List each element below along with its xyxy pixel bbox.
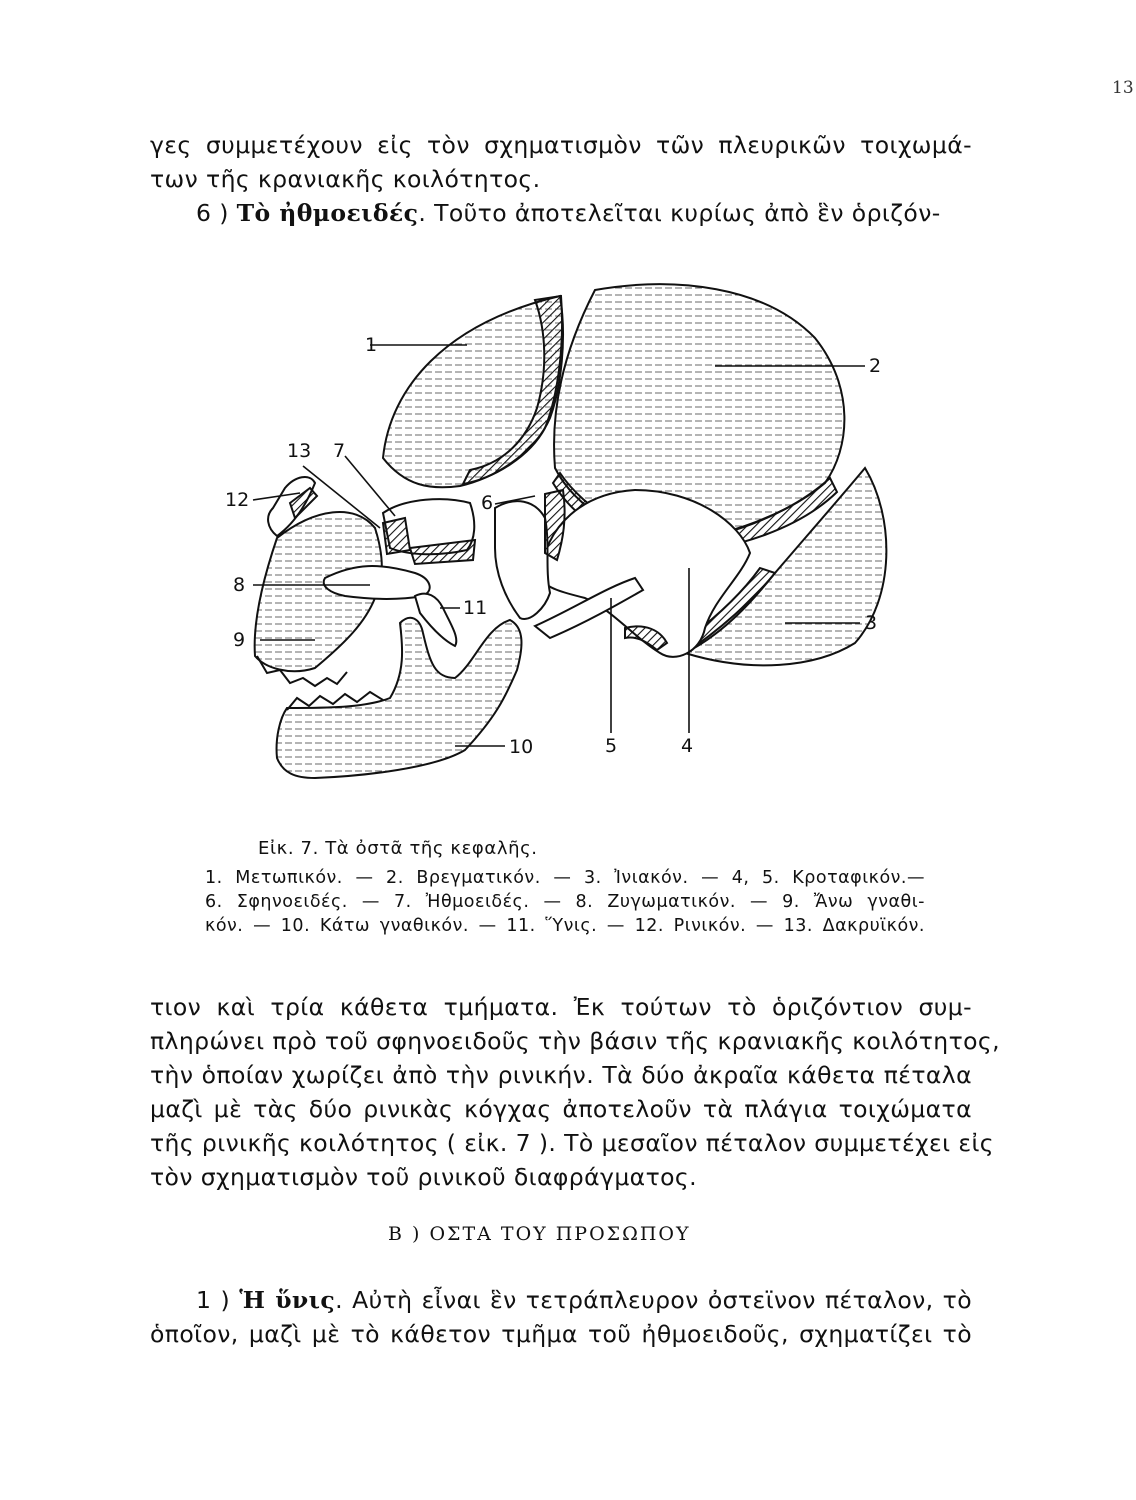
body-line-6: τὸν σχηματισμὸν τοῦ ρινικοῦ διαφράγματος.: [150, 1163, 697, 1191]
figure-label-1: 1: [365, 334, 378, 356]
figure-label-2: 2: [869, 355, 882, 377]
figure-label-7: 7: [333, 440, 346, 462]
body-line-3: τὴν ὁποίαν χωρίζει ἀπὸ τὴν ρινικήν. Τὰ δύο ἀκραῖα κάθετα πέταλα: [150, 1061, 972, 1089]
body-line-4: μαζὶ μὲ τὰς δύο ρινικὰς κόγχας ἀποτελοῦν τὰ πλάγια τοιχώματα: [150, 1095, 972, 1123]
figure-label-4: 4: [681, 735, 694, 757]
top-line-3-rest: . Τοῦτο ἀποτελεῖται κυρίως ἀπὸ ἓν ὁριζόν-: [418, 199, 941, 227]
bottom-line-1: [150, 1283, 972, 1317]
term-ethmoid: Τὸ ἠθμοειδές: [236, 199, 419, 227]
top-line-2: των τῆς κρανιακῆς κοιλότητος.: [150, 165, 541, 193]
figure-caption-title: Εἰκ. 7. Τὰ ὀστᾶ τῆς κεφαλῆς.: [258, 838, 538, 859]
body-paragraph: [150, 990, 1000, 1194]
top-paragraph: [150, 128, 972, 230]
figure-label-3: 3: [865, 612, 878, 634]
body-line-1: τιον καὶ τρία κάθετα τμήματα. Ἐκ τούτων τὸ ὁριζόντιον συμ-: [150, 993, 972, 1021]
figure-label-10: 10: [509, 736, 534, 758]
zygomatic-bone: [324, 566, 430, 599]
skull-illustration: [205, 278, 905, 818]
top-line-3: [150, 196, 972, 230]
body-line-5: τῆς ρινικῆς κοιλότητος ( εἰκ. 7 ). Τὸ μεσαῖον πέταλον συμμετέχει εἰς: [150, 1129, 994, 1157]
item-number: 1 ): [196, 1286, 240, 1314]
frontal-bone: [383, 296, 563, 487]
body-line-2: πληρώνει πρὸ τοῦ σφηνοειδοῦς τὴν βάσιν τῆς κρανιακῆς κοιλότητος,: [150, 1027, 1000, 1055]
section-heading: Β ) ΟΣΤΑ ΤΟΥ ΠΡΟΣΩΠΟΥ: [388, 1223, 691, 1245]
ethmoid-hatch: [383, 518, 410, 554]
figure-label-12: 12: [225, 489, 250, 511]
figure-label-9: 9: [233, 629, 246, 651]
item-number: 6 ): [196, 199, 237, 227]
bottom-paragraph: [150, 1283, 972, 1351]
term-vomer: Ἡ ὕνις: [239, 1286, 336, 1314]
sphenoid-bone: [495, 501, 550, 619]
figure-label-8: 8: [233, 574, 246, 596]
figure-caption-legend: [205, 866, 925, 938]
figure-label-6: 6: [481, 492, 494, 514]
figure-label-5: 5: [605, 735, 618, 757]
bottom-line-2: ὁποῖον, μαζὶ μὲ τὸ κάθετον τμῆμα τοῦ ἠθμοειδοῦς, σχηματίζει τὸ: [150, 1320, 972, 1348]
bottom-line-1-rest: . Αὐτὴ εἶναι ἓν τετράπλευρον ὀστεϊνον πέταλον, τὸ: [335, 1286, 972, 1314]
figure-label-13: 13: [287, 440, 312, 462]
top-line-1: γες συμμετέχουν εἰς τὸν σχηματισμὸν τῶν πλευρικῶν τοιχωμά-: [150, 131, 972, 159]
figure-label-11: 11: [463, 597, 488, 619]
page-number: 13: [1112, 78, 1134, 98]
caption-line-2: 6. Σφηνοειδές. — 7. Ἠθμοειδές. — 8. Ζυγωματικόν. — 9. Ἄνω γναθι-: [205, 892, 925, 912]
caption-line-1: 1. Μετωπικόν. — 2. Βρεγματικόν. — 3. Ἰνιακόν. — 4, 5. Κροταφικόν.—: [205, 868, 925, 888]
skull-figure: [205, 278, 905, 818]
caption-line-3: κόν. — 10. Κάτω γναθικόν. — 11. Ὕνις. — 12. Ρινικόν. — 13. Δακρυϊκόν.: [205, 916, 925, 936]
